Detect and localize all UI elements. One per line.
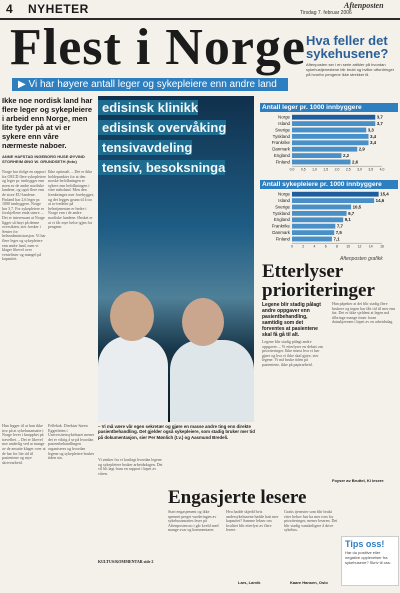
- tick-label: 4: [313, 244, 316, 249]
- bar-value-label: 2,6: [352, 159, 359, 165]
- bar: [292, 134, 369, 139]
- tick-label: 12: [357, 244, 362, 249]
- kultur-ref: KULTUS/KOMMENTAR side 2: [98, 560, 154, 564]
- chart-credit: Aftenposten grafikk: [340, 256, 383, 262]
- ingress-text: Ikke noe nordisk land har flere leger og sykepleiere i arbeid enn Norge, men lite tyder på at vi er sykere enn våre nærmeste naboer.: [2, 96, 93, 150]
- bar-value-label: 9,1: [344, 217, 351, 223]
- bar-value-label: 7,1: [333, 236, 340, 242]
- bar: [292, 217, 343, 222]
- subheadline: ▶ Vi har høyere antall leger og sykepleiere enn andre land: [18, 79, 277, 90]
- article-column-8: Start engasjement og ikke spennet preget vurderingen av sykehusansattes leser på Aftenposten.no i går kveld med mange svar og kommentarer.: [168, 510, 219, 533]
- article-column-10: Gratis tjenester som blir brukt etter behov bør ha mer rom for prioriteringer, mener leseren. Det blir stadig vanskeligere å drive sykehus.: [284, 510, 338, 533]
- bar-label: Danmark: [272, 230, 290, 235]
- bar-value-label: 3,3: [367, 127, 374, 133]
- tick-label: 1,5: [323, 167, 329, 172]
- article-column-7: Han påpeker at det blir stadig flere brukere og ingen har fått tid til mer enn før. Det er ikke sjeldent at legen må tilbringe mange timer foran dataskjermen i løpet av en arbeidsdag.: [332, 302, 396, 325]
- tips-box: [341, 536, 399, 586]
- bar: [292, 224, 335, 229]
- bar: [292, 121, 375, 126]
- tick-label: 1,0: [312, 167, 317, 172]
- bar: [292, 198, 374, 203]
- bar: [292, 205, 351, 210]
- bar: [292, 140, 369, 145]
- tick-label: 0,5: [300, 167, 306, 172]
- sidebar-question-text: Aftenposten ser i en serie artikler på hvordan sykehustjenestene blir brukt og hvilke utfordringer på hvorfor pengene ikke strekker til.: [306, 62, 395, 77]
- bar: [292, 153, 342, 158]
- photo-sign-line: tensiv, besoksninga: [98, 160, 225, 175]
- ingress-wrap: [2, 96, 94, 164]
- bar-label: Finland: [275, 159, 290, 165]
- bar: [292, 192, 379, 197]
- section-label: NYHETER: [28, 2, 89, 16]
- chart-title-nurses: Antall sykepleiere pr. 1000 innbyggere: [260, 180, 398, 189]
- bar-label: Frankrike: [271, 140, 290, 146]
- doctor-figure-right: [170, 340, 254, 422]
- bar-label: Tyskland: [272, 133, 290, 139]
- etterlyser-headline: Etterlyser prioriteringer: [262, 261, 375, 301]
- bar-label: Sverige: [275, 204, 290, 210]
- chart-title-doctors: Antall leger pr. 1000 innbyggere: [260, 103, 398, 112]
- tick-label: 6: [324, 244, 327, 249]
- article-column-2: Ikke optimalt. – Det er ikke holdepunkter for at den norske befolkningen er sykere enn befolkningen i våre naboland. Men den frembringes mer forebygget, og det legges grunn til å tro at to-tredeler på helsetjenesten er bedre i Norge enn i de andre nordiske landene. Ønsket er at vi får mye helse igjen for pengene.: [48, 170, 94, 230]
- letter-signature: Foyser av Bruttel, Ki lesere: [332, 478, 384, 483]
- tick-label: 4,0: [379, 167, 385, 172]
- subheadline-bar: [12, 78, 288, 91]
- bar: [292, 211, 347, 216]
- engasjerte-headline: Engasjerte lesere: [168, 487, 307, 508]
- photo-sign-line: edisinsk klinikk: [98, 100, 198, 115]
- bar-value-label: 2,9: [358, 146, 365, 152]
- bar-label: England: [273, 153, 290, 158]
- bar-value-label: 9,7: [348, 210, 355, 216]
- photo-caption: – Vi må være vår egen sekretær og gjøre en masse andre ting enn direkte pasientbehandling. Det gjelder også sykepleiere, som stadig bruker mer tid på dokumentasjon, sier Per Mønlich (t.v.) og Aasmund Bredeli.: [98, 424, 255, 440]
- nurses-bar-chart: [260, 189, 398, 255]
- tick-label: 3,0: [357, 167, 362, 172]
- tick-label: 14: [368, 244, 373, 249]
- photo-sign-line: edisinsk overvåking: [98, 120, 226, 135]
- bar-label: Norge: [278, 191, 290, 197]
- tick-label: 3,5: [368, 167, 374, 172]
- headline: Flest i Norge: [10, 19, 307, 76]
- bar-value-label: 2,2: [343, 153, 350, 158]
- letter-signature: Kaare Hansen, Oslo: [290, 580, 328, 585]
- article-column-9: Hva hadde skjedd hvis undersykehusene hadde hatt mer kapasitet? Samme lekser om kvalitet blir etterlyst av flere lesere.: [226, 510, 279, 533]
- bar-label: Danmark: [272, 146, 290, 152]
- bar-value-label: 3,4: [370, 133, 377, 139]
- tick-label: 16: [380, 244, 384, 249]
- bar-value-label: 10,5: [352, 204, 362, 210]
- tick-label: 2: [302, 244, 305, 249]
- article-column-5: Vi ønsker fra vi kartlagt hvordan legene og sykepleiere bruker arbeidsdagen. Det vil bli lagt fram en rapport i løpet av våren.: [98, 458, 163, 476]
- tick-label: 0,0: [289, 167, 295, 172]
- newspaper-brand: Aftenposten: [344, 1, 384, 10]
- bar-label: Island: [278, 121, 290, 126]
- article-column-3: Han legger til at hun ikke tror på at sykehusansatte i Norge lever i knapphet på travelhet. – Det er likevel noe underlig ved at mange av de ansatte klager over at de har for lite tid til pasientene og mye skrivearbeid.: [2, 424, 46, 465]
- hospital-photo: [98, 96, 254, 422]
- bar-label: Island: [278, 198, 290, 203]
- tips-title: Tips oss!: [345, 539, 385, 549]
- doctor-figure-left: [98, 336, 168, 422]
- tick-label: 2,0: [334, 167, 340, 172]
- article-column-4: Fellebak. Direktør Søren Eggerløten i Universitetssykehuset mener det er viktig å se på hvordan pasientbehandlingen organiseres og hvordan legene og sykepleiere bruker tiden sin.: [48, 424, 95, 461]
- bar-value-label: 3,7: [376, 114, 383, 120]
- bar-label: Norge: [278, 114, 290, 120]
- bar-value-label: 7,5: [335, 230, 342, 235]
- bar: [292, 237, 332, 242]
- bar-label: Frankrike: [271, 223, 290, 229]
- doctor-face-right: [182, 298, 224, 346]
- bar: [292, 128, 366, 133]
- tick-label: 8: [336, 244, 338, 249]
- article-column-6: Legene blir stadig pålagt andre oppgaver. – Vi etterlyser en debatt om prioriteringer. Ikke minst hva vi bør gjøre og hva vi ikke skal gjøre, sier legene. Vi må bruke tiden på pasientene, ikke på papirarbeid.: [262, 340, 323, 367]
- tick-label: 2,5: [345, 167, 351, 172]
- bar: [292, 230, 334, 235]
- doctor-face-left: [110, 291, 154, 341]
- sidebar-question-title: Hva feller det sykehusene?: [306, 33, 389, 61]
- tick-label: 10: [346, 244, 351, 249]
- tick-label: 0: [291, 244, 293, 249]
- tips-text: Har du positive eller negative opplevelser fra sykehusene? Skriv til oss.: [345, 550, 392, 565]
- triangle-icon: ▶: [18, 79, 26, 90]
- bar-value-label: 3,7: [376, 121, 383, 126]
- article-column-1: Norge har ifølge en rapport fra OECD flere sykepleiere og leger pr. innbygger enn noen av de andre nordiske landene, og også flere enn de store EU-landene. Finland har 2,6 leger pr. 1000 innbyggere, Norge har 3,7. For sykepleiere er forskjellene enda større. – Det er interessant at Norge ligger så høyt på denne oversikten, sier forsker i Senter for helseadministrasjon. Vi har flere leger og sykepleiere enn andre land, men vi klager likevel over ventelister og mangel på kapasitet.: [2, 170, 46, 262]
- doctors-bar-chart: [260, 112, 398, 178]
- bar-label: England: [273, 217, 290, 223]
- letter-signature: Lars, Larvik: [238, 580, 261, 585]
- bar: [292, 160, 351, 165]
- bar: [292, 115, 375, 120]
- bar-label: Sverige: [275, 127, 290, 133]
- bar-value-label: 14,6: [375, 198, 385, 203]
- page-number: 4: [6, 2, 13, 16]
- bar-value-label: 15,4: [380, 191, 389, 197]
- byline: ANNE HAFSTAD INGEBORG HUSE ØYVIND STORHEIM ØNG W. GRUNDSETH (foto): [2, 154, 85, 164]
- issue-date: Tirsdag 7. februar 2006: [300, 10, 352, 16]
- photo-sign-line: tensivavdeling: [98, 140, 192, 155]
- bar: [292, 147, 357, 152]
- bar-value-label: 7,7: [336, 223, 343, 229]
- etterlyser-ingress: Legene blir stadig pålagt andre oppgaver enn pasientbehandling, samtidig som det forventes at pasientene skal få gå til alt.: [262, 302, 321, 338]
- bar-label: Tyskland: [272, 210, 290, 216]
- bar-label: Finland: [275, 236, 290, 242]
- bar-value-label: 3,4: [370, 140, 377, 146]
